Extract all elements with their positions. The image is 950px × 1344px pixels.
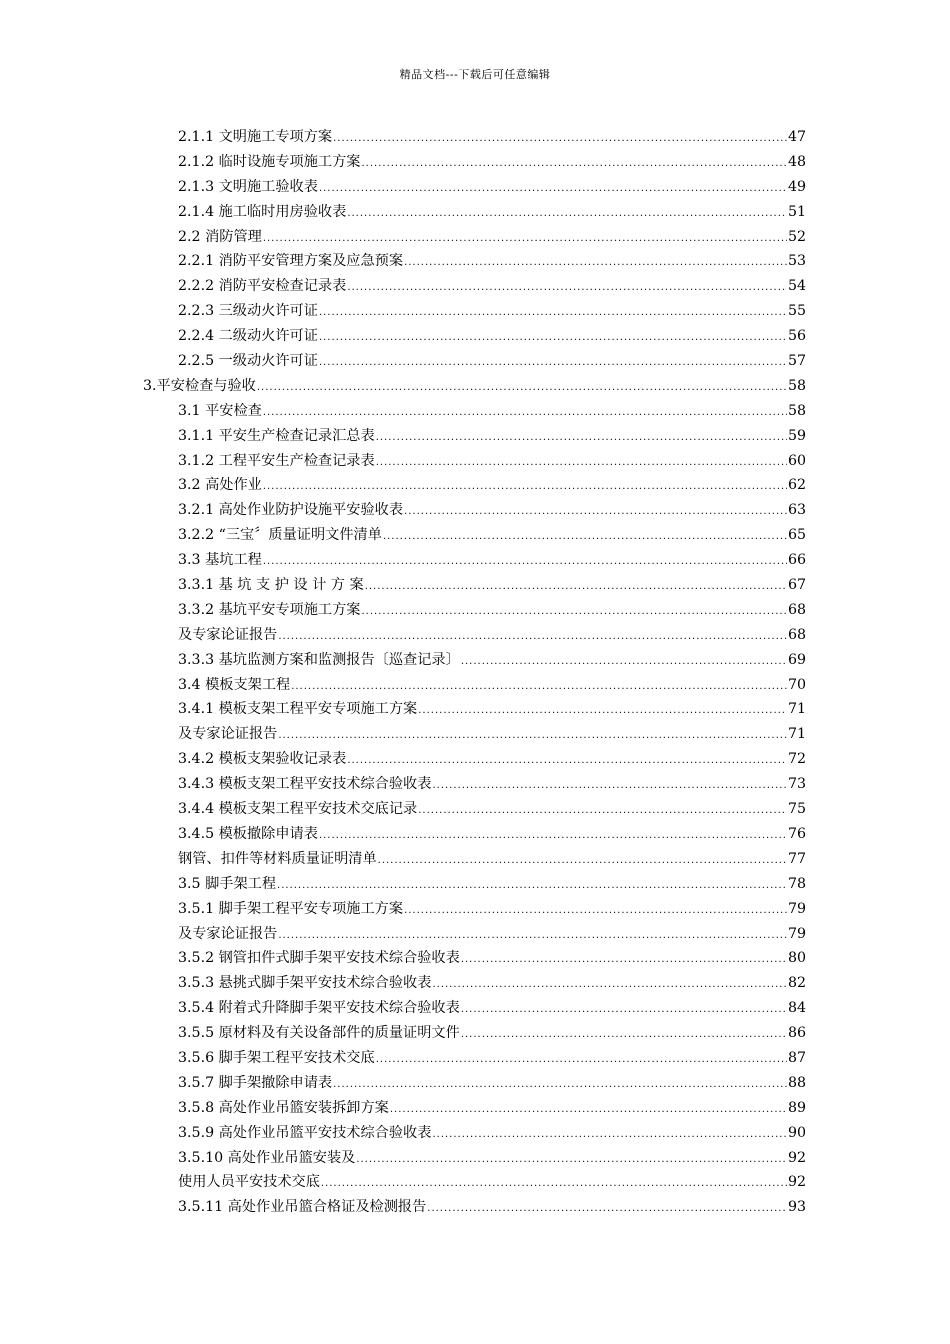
toc-entry-title: 3.5.6 脚手架工程平安技术交底 bbox=[178, 1049, 375, 1066]
toc-entry-title: 2.1.1 文明施工专项方案 bbox=[178, 129, 333, 145]
toc-dot-leader bbox=[333, 127, 787, 152]
toc-entry[interactable] bbox=[0, 623, 806, 648]
toc-entry-title: 3.5.10 高处作业吊篮安装及 bbox=[178, 1149, 356, 1166]
toc-entry-page-number: 80 bbox=[787, 950, 806, 967]
toc-dot-leader bbox=[278, 924, 787, 949]
toc-dot-leader bbox=[383, 525, 787, 550]
toc-entry[interactable] bbox=[0, 598, 806, 623]
toc-dot-leader bbox=[263, 227, 787, 252]
toc-entry-page-number: 87 bbox=[787, 1049, 806, 1066]
toc-dot-leader bbox=[263, 401, 787, 426]
toc-entry-page-number: 62 bbox=[787, 477, 806, 494]
toc-entry[interactable] bbox=[0, 523, 806, 548]
toc-entry-page-number: 93 bbox=[787, 1199, 806, 1216]
toc-dot-leader bbox=[432, 774, 787, 799]
toc-entry-title: 钢管、扣件等材料质量证明清单 bbox=[178, 850, 377, 867]
toc-entry-page-number: 63 bbox=[787, 502, 806, 519]
toc-entry[interactable] bbox=[0, 747, 806, 772]
toc-entry-title: 3.4.3 模板支架工程平安技术综合验收表 bbox=[178, 776, 432, 793]
toc-entry-title: 2.2.5 一级动火许可证 bbox=[178, 353, 318, 370]
toc-dot-leader bbox=[362, 152, 787, 177]
toc-dot-leader bbox=[319, 326, 787, 351]
toc-entry-page-number: 56 bbox=[787, 328, 806, 345]
toc-entry-title: 2.2.1 消防平安管理方案及应急预案 bbox=[178, 253, 404, 270]
toc-entry[interactable] bbox=[0, 324, 806, 349]
toc-entry-title: 3.4.5 模板撤除申请表 bbox=[178, 825, 318, 842]
toc-entry-page-number: 67 bbox=[787, 577, 806, 594]
toc-entry[interactable] bbox=[0, 349, 806, 374]
toc-dot-leader bbox=[319, 177, 787, 202]
toc-dot-leader bbox=[362, 600, 787, 625]
toc-dot-leader bbox=[418, 799, 787, 824]
toc-entry-title: 3.5.1 脚手架工程平安专项施工方案 bbox=[178, 900, 404, 917]
toc-entry-title: 使用人员平安技术交底 bbox=[178, 1174, 320, 1191]
toc-dot-leader bbox=[365, 575, 787, 600]
toc-entry-page-number: 71 bbox=[787, 701, 806, 718]
toc-entry[interactable] bbox=[0, 847, 806, 872]
toc-entry[interactable] bbox=[0, 1096, 806, 1121]
toc-entry-page-number: 48 bbox=[787, 153, 806, 170]
toc-entry-page-number: 59 bbox=[787, 427, 806, 444]
toc-entry-title: 2.1.3 文明施工验收表 bbox=[178, 178, 318, 195]
toc-entry-title: 3.5.7 脚手架撤除申请表 bbox=[178, 1074, 333, 1091]
toc-entry-page-number: 68 bbox=[787, 601, 806, 618]
toc-entry-title: 3.平安检查与验收 bbox=[143, 377, 256, 394]
toc-entry[interactable] bbox=[0, 772, 806, 797]
toc-dot-leader bbox=[461, 650, 787, 675]
toc-entry[interactable] bbox=[0, 473, 806, 498]
toc-dot-leader bbox=[376, 426, 787, 451]
toc-entry[interactable] bbox=[0, 399, 806, 424]
toc-entry-page-number: 49 bbox=[787, 178, 806, 195]
toc-entry-page-number: 58 bbox=[787, 402, 806, 419]
toc-entry-title: 及专家论证报告 bbox=[178, 726, 278, 743]
toc-entry[interactable] bbox=[0, 1170, 806, 1195]
toc-entry-title: 3.3.1 基 坑 支 护 设 计 方 案 bbox=[178, 577, 364, 594]
toc-entry-page-number: 65 bbox=[787, 527, 806, 544]
toc-entry-title: 3.4.2 模板支架验收记录表 bbox=[178, 751, 347, 768]
toc-dot-leader bbox=[347, 749, 787, 774]
toc-dot-leader bbox=[356, 1148, 787, 1173]
toc-entry-title: 3.2 高处作业 bbox=[178, 477, 262, 494]
toc-entry[interactable] bbox=[0, 200, 806, 225]
toc-entry[interactable] bbox=[0, 1146, 806, 1171]
toc-entry-page-number: 58 bbox=[787, 377, 806, 394]
toc-entry-page-number: 69 bbox=[787, 651, 806, 668]
toc-dot-leader bbox=[319, 824, 787, 849]
toc-dot-leader bbox=[278, 724, 787, 749]
toc-entry-title: 3.3.2 基坑平安专项施工方案 bbox=[178, 601, 361, 618]
toc-dot-leader bbox=[321, 1172, 787, 1197]
toc-entry[interactable] bbox=[0, 1121, 806, 1146]
toc-entry-title: 2.1.2 临时设施专项施工方案 bbox=[178, 153, 361, 170]
toc-entry[interactable] bbox=[0, 548, 806, 573]
toc-entry-page-number: 57 bbox=[787, 353, 806, 370]
toc-entry-title: 2.2.2 消防平安检查记录表 bbox=[178, 278, 347, 295]
toc-entry[interactable] bbox=[0, 872, 806, 897]
toc-dot-leader bbox=[257, 376, 787, 401]
toc-entry-title: 3.4 模板支架工程 bbox=[178, 676, 291, 693]
toc-entry-title: 3.3.3 基坑监测方案和监测报告〔巡查记录〕 bbox=[178, 651, 460, 668]
toc-dot-leader bbox=[277, 874, 787, 899]
toc-entry-title: 2.2.4 二级动火许可证 bbox=[178, 328, 318, 345]
toc-dot-leader bbox=[432, 1123, 787, 1148]
toc-entry-page-number: 72 bbox=[787, 751, 806, 768]
toc-dot-leader bbox=[278, 625, 787, 650]
toc-entry[interactable] bbox=[0, 648, 806, 673]
toc-entry[interactable] bbox=[0, 1071, 806, 1096]
toc-entry-title: 及专家论证报告 bbox=[178, 626, 278, 643]
toc-entry-page-number: 47 bbox=[787, 129, 806, 145]
toc-entry-page-number: 60 bbox=[787, 452, 806, 469]
toc-entry-page-number: 53 bbox=[787, 253, 806, 270]
toc-dot-leader bbox=[319, 351, 787, 376]
toc-entry-title: 3.1.1 平安生产检查记录汇总表 bbox=[178, 427, 375, 444]
table-of-contents bbox=[0, 125, 950, 1220]
toc-entry-title: 3.5.3 悬挑式脚手架平安技术综合验收表 bbox=[178, 975, 432, 992]
toc-dot-leader bbox=[390, 1098, 787, 1123]
toc-dot-leader bbox=[347, 276, 787, 301]
toc-dot-leader bbox=[291, 675, 787, 700]
toc-entry[interactable] bbox=[0, 722, 806, 747]
toc-entry-title: 3.5.2 钢管扣件式脚手架平安技术综合验收表 bbox=[178, 950, 460, 967]
toc-entry[interactable] bbox=[0, 374, 806, 399]
toc-entry-page-number: 78 bbox=[787, 875, 806, 892]
toc-entry[interactable] bbox=[0, 150, 806, 175]
toc-dot-leader bbox=[378, 849, 787, 874]
toc-entry-title: 3.5.4 附着式升降脚手架平安技术综合验收表 bbox=[178, 1000, 460, 1017]
toc-entry-title: 3.5.9 高处作业吊篮平安技术综合验收表 bbox=[178, 1124, 432, 1141]
toc-entry-page-number: 90 bbox=[787, 1124, 806, 1141]
toc-dot-leader bbox=[404, 251, 787, 276]
toc-dot-leader bbox=[319, 301, 787, 326]
toc-entry-page-number: 55 bbox=[787, 303, 806, 320]
toc-dot-leader bbox=[432, 973, 787, 998]
toc-entry[interactable] bbox=[0, 225, 806, 250]
toc-entry-page-number: 51 bbox=[787, 203, 806, 220]
toc-dot-leader bbox=[404, 500, 787, 525]
toc-dot-leader bbox=[461, 1023, 787, 1048]
toc-entry[interactable] bbox=[0, 299, 806, 324]
toc-entry-page-number: 88 bbox=[787, 1074, 806, 1091]
toc-entry[interactable] bbox=[0, 1195, 806, 1220]
toc-entry-page-number: 54 bbox=[787, 278, 806, 295]
toc-entry-page-number: 79 bbox=[787, 900, 806, 917]
toc-dot-leader bbox=[333, 1073, 787, 1098]
toc-entry-page-number: 70 bbox=[787, 676, 806, 693]
toc-entry[interactable] bbox=[0, 424, 806, 449]
toc-entry[interactable] bbox=[0, 946, 806, 971]
toc-entry[interactable] bbox=[0, 996, 806, 1021]
toc-entry-title: 3.1 平安检查 bbox=[178, 402, 262, 419]
toc-entry[interactable] bbox=[0, 971, 806, 996]
toc-entry-page-number: 68 bbox=[787, 626, 806, 643]
toc-entry-title: 3.5 脚手架工程 bbox=[178, 875, 277, 892]
toc-dot-leader bbox=[427, 1197, 787, 1222]
toc-entry-title: 3.4.4 模板支架工程平安技术交底记录 bbox=[178, 801, 418, 818]
toc-entry-title: 3.5.8 高处作业吊篮安装拆卸方案 bbox=[178, 1099, 389, 1116]
toc-entry[interactable] bbox=[0, 1021, 806, 1046]
toc-entry-title: 2.2 消防管理 bbox=[178, 228, 262, 245]
toc-entry-title: 3.3 基坑工程 bbox=[178, 552, 262, 569]
page-header: 精品文档---下载后可任意编辑 bbox=[399, 68, 551, 81]
toc-entry-title: 3.1.2 工程平安生产检查记录表 bbox=[178, 452, 375, 469]
toc-dot-leader bbox=[461, 998, 787, 1023]
toc-entry-title: 3.2.1 高处作业防护设施平安验收表 bbox=[178, 502, 404, 519]
toc-entry[interactable] bbox=[0, 175, 806, 200]
toc-entry[interactable] bbox=[0, 125, 806, 150]
toc-entry[interactable] bbox=[0, 673, 806, 698]
toc-entry-page-number: 76 bbox=[787, 825, 806, 842]
toc-dot-leader bbox=[347, 202, 787, 227]
toc-entry-title: 3.5.11 高处作业吊篮合格证及检测报告 bbox=[178, 1199, 427, 1216]
toc-entry-page-number: 66 bbox=[787, 552, 806, 569]
toc-entry[interactable] bbox=[0, 274, 806, 299]
toc-entry-page-number: 92 bbox=[787, 1174, 806, 1191]
toc-entry-title: 3.4.1 模板支架工程平安专项施工方案 bbox=[178, 701, 418, 718]
toc-entry[interactable] bbox=[0, 697, 806, 722]
toc-entry-page-number: 84 bbox=[787, 1000, 806, 1017]
toc-entry[interactable] bbox=[0, 797, 806, 822]
toc-entry-page-number: 86 bbox=[787, 1025, 806, 1042]
toc-entry[interactable] bbox=[0, 573, 806, 598]
toc-dot-leader bbox=[418, 699, 787, 724]
toc-entry-page-number: 82 bbox=[787, 975, 806, 992]
toc-entry-page-number: 92 bbox=[787, 1149, 806, 1166]
toc-entry-title: 3.2.2 “三宝〞质量证明文件清单 bbox=[178, 527, 382, 544]
toc-entry[interactable] bbox=[0, 897, 806, 922]
toc-entry-title: 及专家论证报告 bbox=[178, 925, 278, 942]
toc-entry[interactable] bbox=[0, 498, 806, 523]
toc-dot-leader bbox=[263, 475, 787, 500]
toc-entry-page-number: 52 bbox=[787, 228, 806, 245]
toc-dot-leader bbox=[376, 1048, 787, 1073]
toc-entry-page-number: 79 bbox=[787, 925, 806, 942]
toc-entry-page-number: 75 bbox=[787, 801, 806, 818]
toc-dot-leader bbox=[461, 948, 787, 973]
toc-dot-leader bbox=[404, 899, 787, 924]
toc-entry[interactable] bbox=[0, 249, 806, 274]
toc-dot-leader bbox=[263, 550, 787, 575]
toc-dot-leader bbox=[376, 451, 787, 476]
toc-entry[interactable] bbox=[0, 822, 806, 847]
toc-entry[interactable] bbox=[0, 449, 806, 474]
toc-entry-page-number: 77 bbox=[787, 850, 806, 867]
toc-entry-title: 2.2.3 三级动火许可证 bbox=[178, 303, 318, 320]
toc-entry-page-number: 71 bbox=[787, 726, 806, 743]
toc-entry-page-number: 89 bbox=[787, 1099, 806, 1116]
toc-entry-page-number: 73 bbox=[787, 776, 806, 793]
toc-entry-title: 3.5.5 原材料及有关设备部件的质量证明文件 bbox=[178, 1025, 460, 1042]
toc-entry[interactable] bbox=[0, 922, 806, 947]
toc-entry-title: 2.1.4 施工临时用房验收表 bbox=[178, 203, 347, 220]
toc-entry[interactable] bbox=[0, 1046, 806, 1071]
